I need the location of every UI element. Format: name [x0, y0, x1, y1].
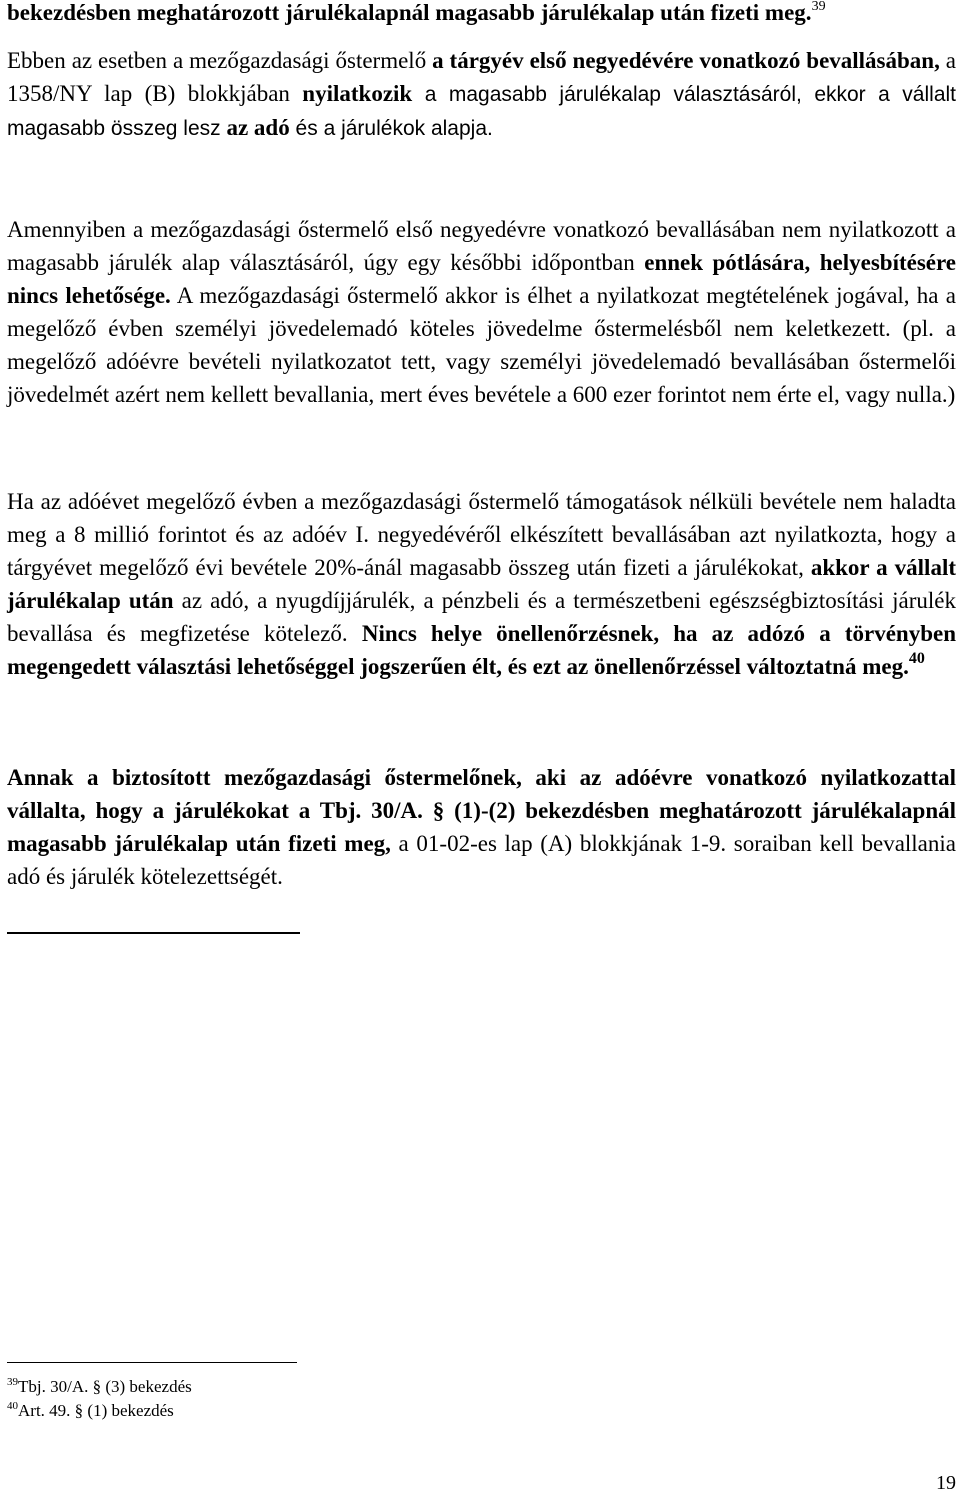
page-number: 19	[936, 1472, 956, 1494]
footnote-39: $^{39}$Tbj. 30/A. § (3) bekezdés	[7, 1376, 192, 1396]
footnotes	[7, 1375, 192, 1423]
bold-text: Annak a biztosított mezőgazdasági őstermelőnek, aki az adóévre vonatkozó nyilatkozattal vállalta, hogy a járulékokat a Tbj. 30/A. § (1)-(2) bekezdésben meghatározott járulékalapnál magasabb járulékalap után fizeti meg,	[7, 765, 956, 856]
paragraph-revenue-threshold	[7, 485, 956, 683]
paragraph-late-declaration	[7, 213, 956, 411]
bold-text: Nincs helye önellenőrzésnek, ha az adózó a törvényben megengedett választási lehetőséggel jogszerűen élt, és ezt az önellenőrzéssel változtatná meg.	[7, 621, 957, 679]
bold-text: nyilatkozik	[302, 81, 413, 106]
paragraph-insured-producer	[7, 761, 956, 893]
bold-text: a tárgyév első negyedévére vonatkozó bevallásában,	[432, 48, 940, 73]
text-span: Ebben az esetben a mezőgazdasági őstermelő	[7, 48, 433, 73]
section-separator-line	[7, 932, 300, 934]
footnote-ref-40: 40	[908, 650, 925, 667]
bold-text: akkor a vállalt járulékalap után	[7, 555, 956, 613]
bold-text: ennek pótlására, helyesbítésére nincs lehetősége.	[7, 250, 956, 308]
text-span: és a járulékok alapja.	[289, 117, 493, 140]
text-span: a 01-02-es lap (A) blokkjának 1-9. soraiban kell bevallania adó és járulék kötelezettségét.	[7, 831, 956, 889]
text-span: a 1358/NY lap (B) blokkjában	[7, 48, 957, 106]
paragraph-continuation	[7, 0, 956, 29]
text-span: A mezőgazdasági őstermelő akkor is élhet a nyilatkozat megtételének jogával, ha a megelőző évben személyi jövedelemadó köteles jövedelme őstermelésből nem keletkezett. (pl. a megelőző adóévre bevételi nyilatkozatot tett, vagy személyi jövedelemadó bevallásában őstermelői jövedelmét azért nem kellett bevallania, mert éves bevétele a 600 ezer forintot nem érte el, vagy nulla.)	[7, 283, 956, 407]
paragraph-first-quarter-declaration	[7, 44, 956, 145]
footnote-separator-line	[7, 1362, 297, 1363]
text-span: Amennyiben a mezőgazdasági őstermelő első negyedévre vonatkozó bevallásában nem nyilatkozott a magasabb járulék alap választásáról, úgy egy későbbi időpontban	[7, 217, 956, 275]
bold-text: bekezdésben meghatározott járulékalapnál magasabb járulékalap után fizeti meg.	[7, 0, 812, 25]
bold-text: az adó	[226, 115, 290, 140]
text-span: a magasabb járulékalap választásáról, ekkor a vállalt magasabb összeg lesz	[7, 83, 956, 140]
footnote-40: $^{40}$Art. 49. § (1) bekezdés	[7, 1400, 174, 1420]
text-span: Ha az adóévet megelőző évben a mezőgazdasági őstermelő támogatások nélküli bevétele nem haladta meg a 8 millió forintot és az adóév I. negyedévéről elkészített bevallásában azt nyilatkozta, hogy a tárgyévet megelőző évi bevétele 20%-ánál magasabb összeg után fizeti a járulékokat,	[7, 489, 956, 580]
footnote-ref-39: 39	[811, 0, 826, 14]
text-span: az adó, a nyugdíjjárulék, a pénzbeli és a természetbeni egészségbiztosítási járulék bevallása és megfizetése kötelező.	[7, 588, 956, 646]
